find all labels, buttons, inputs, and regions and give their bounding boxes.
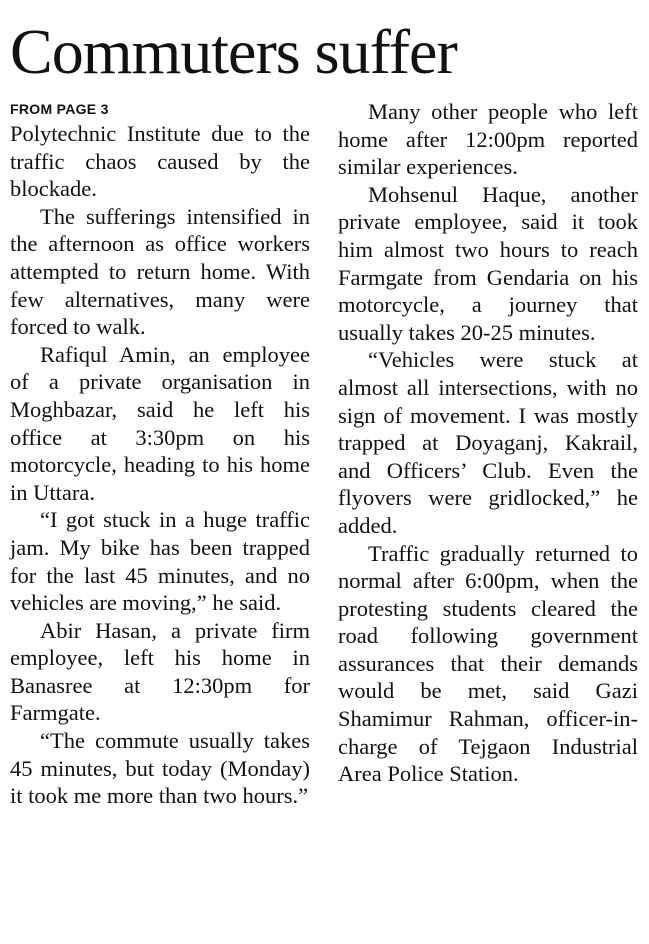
paragraph: The sufferings intensified in the afternoon as office workers attempted to return home. With few alternatives, many were forced to walk. bbox=[10, 203, 310, 340]
paragraph: “I got stuck in a huge traffic jam. My bike has been trapped for the last 45 minutes, and no vehicles are moving,” he said. bbox=[10, 507, 310, 616]
jump-label: FROM PAGE 3 bbox=[10, 101, 109, 117]
paragraph: “The commute usually takes 45 minutes, but today (Monday) it took me more than two hours.” bbox=[10, 728, 310, 809]
paragraph: Rafiqul Amin, an employee of a private organisation in Moghbazar, said he left his office at 3:30pm on his motorcycle, heading to his home in Uttara. bbox=[10, 341, 310, 505]
paragraph: “Vehicles were stuck at almost all intersections, with no sign of movement. I was mostly trapped at Doyaganj, Kakrail, and Officers’ Club. Even the flyovers were gridlocked,” he added. bbox=[338, 347, 638, 538]
article-column-right bbox=[338, 98, 638, 788]
paragraph: Polytechnic Institute due to the traffic chaos caused by the blockade. bbox=[10, 121, 310, 202]
paragraph: Abir Hasan, a private firm employee, left his home in Banasree at 12:30pm for Farmgate. bbox=[10, 617, 310, 726]
paragraph: Traffic gradually returned to normal after 6:00pm, when the protesting students cleared the road following government assurances that their demands would be met, said Gazi Shamimur Rahman, officer-in-charge of Tejgaon Industrial Area Police Station. bbox=[338, 540, 638, 787]
article-column-left bbox=[10, 98, 310, 810]
paragraph: Mohsenul Haque, another private employee, said it took him almost two hours to reach Farmgate from Gendaria on his motorcycle, a journey that usually takes 20-25 minutes. bbox=[338, 181, 638, 345]
paragraph: Many other people who left home after 12:00pm reported similar experiences. bbox=[338, 99, 638, 180]
headline: Commuters suffer bbox=[10, 16, 457, 87]
